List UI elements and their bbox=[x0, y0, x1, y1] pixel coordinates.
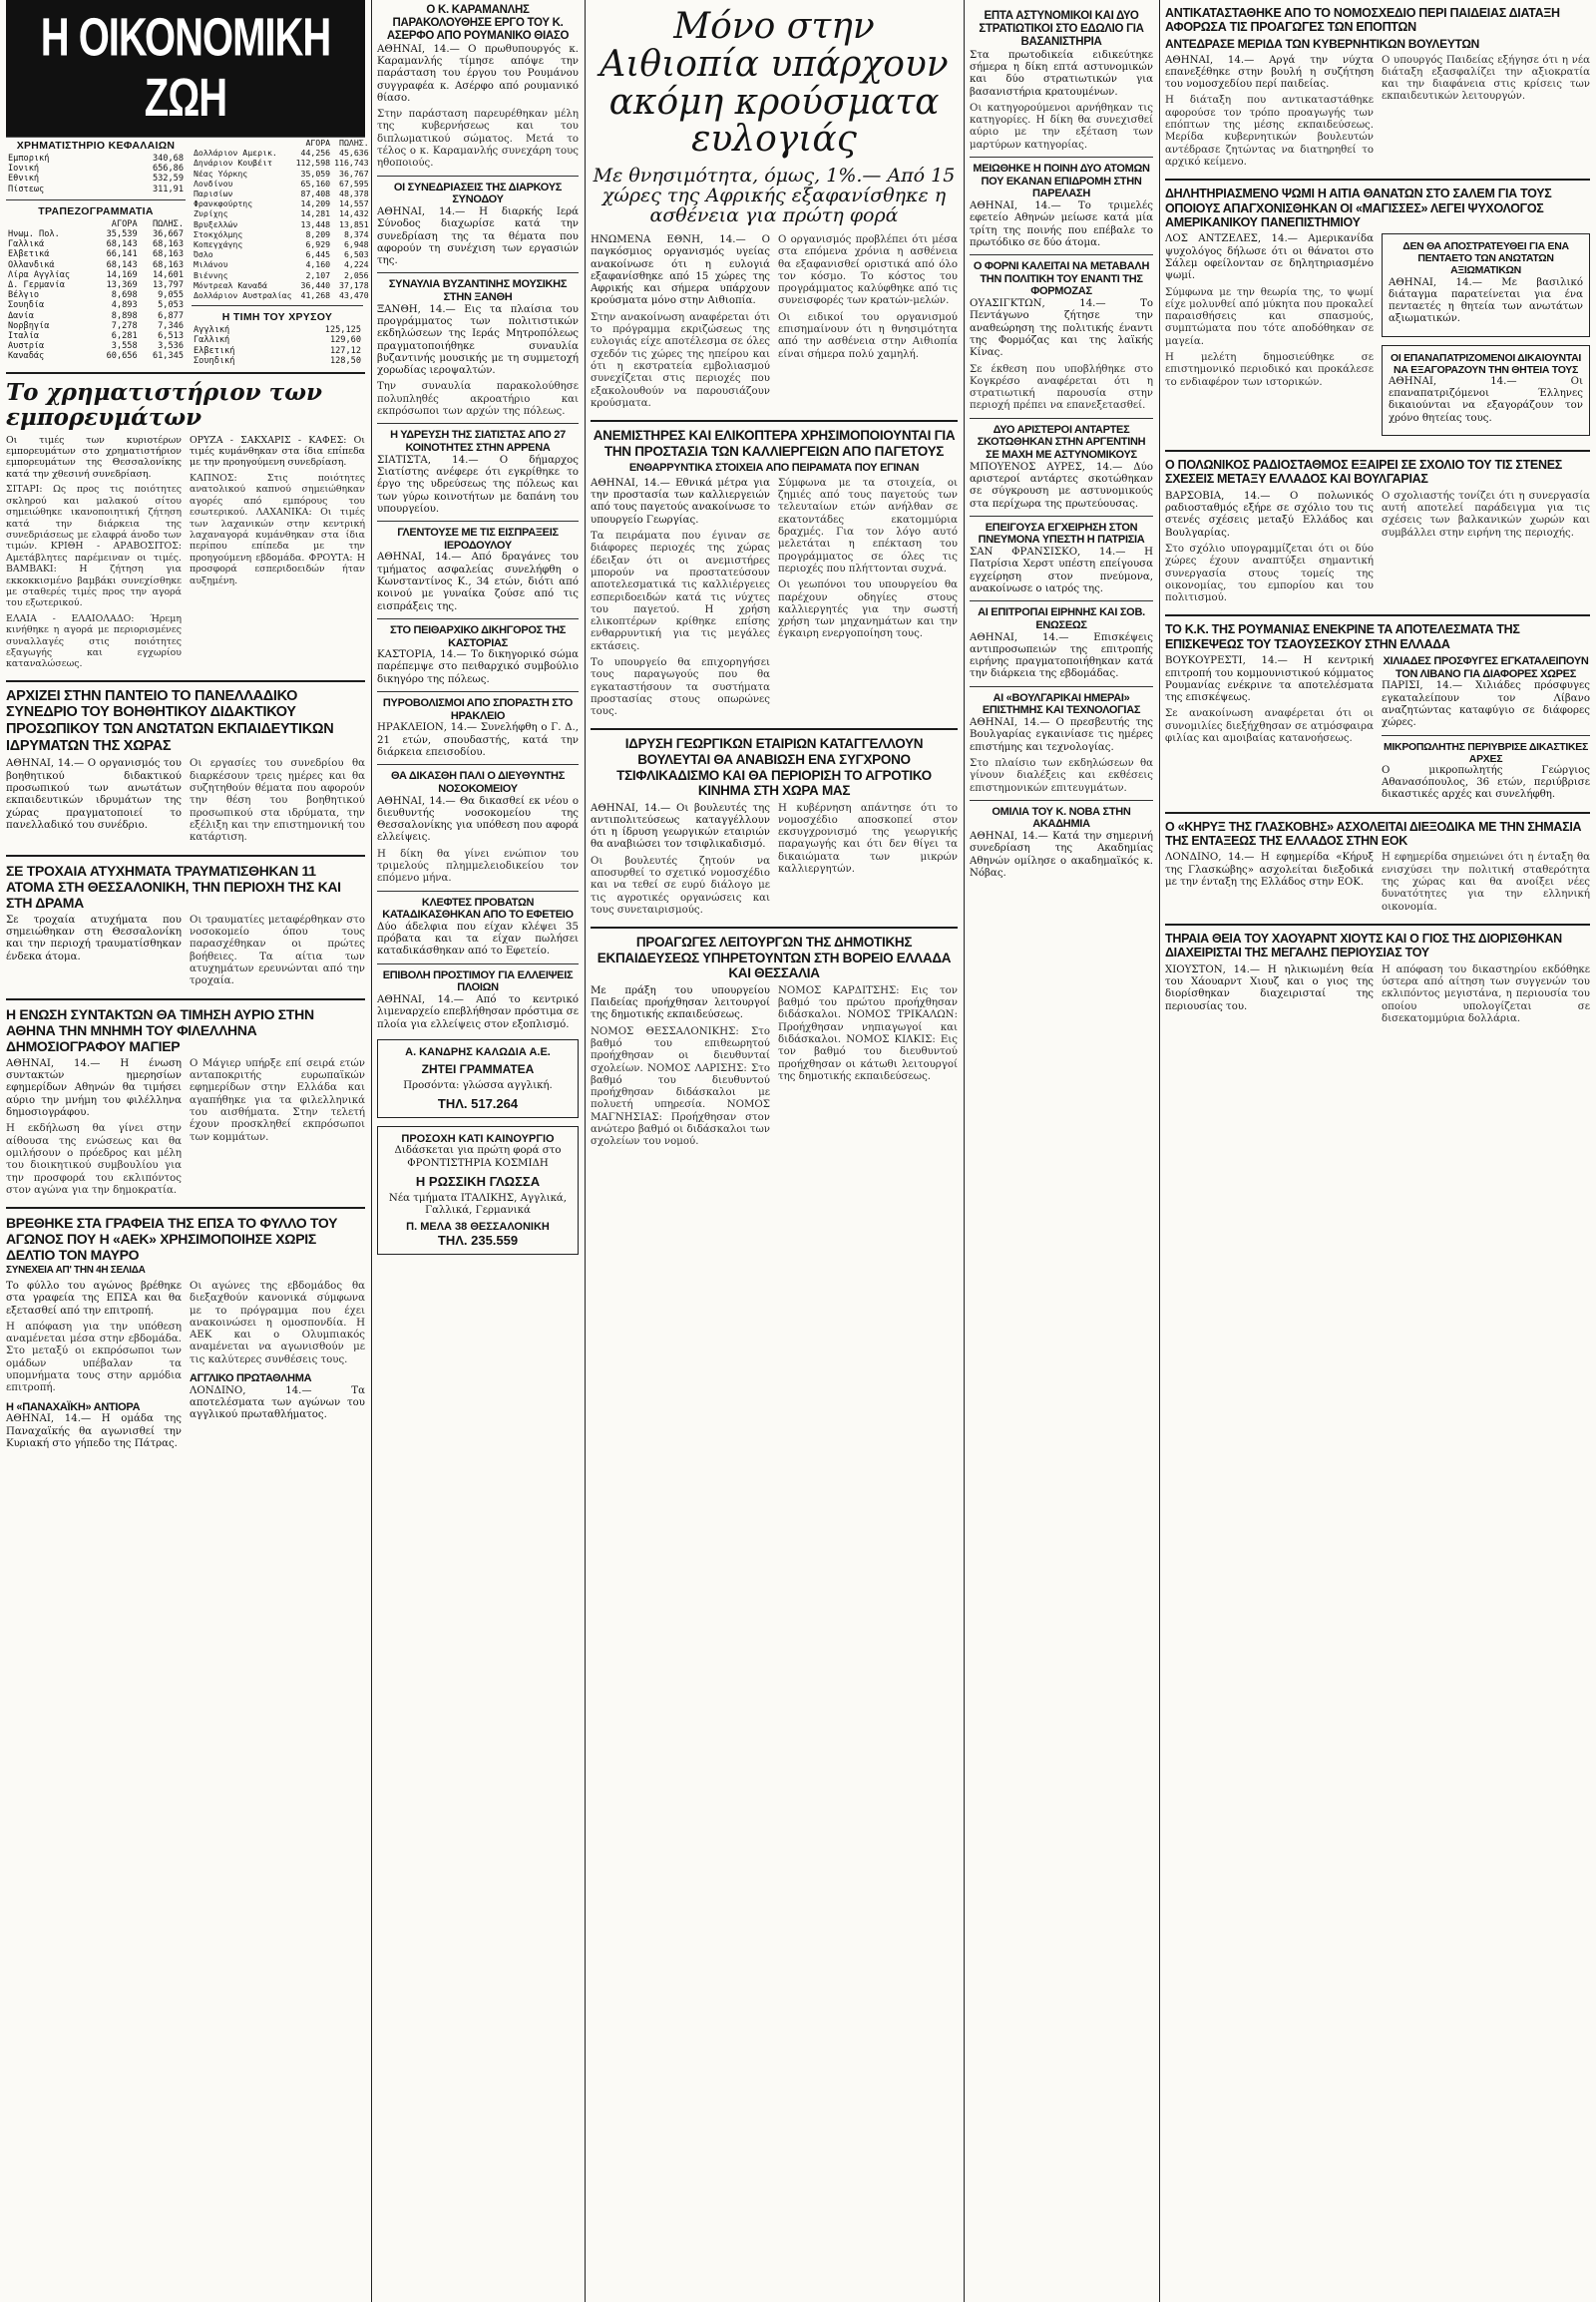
story-headline: ΕΠΕΙΓΟΥΣΑ ΕΓΧΕΙΡΗΣΗ ΣΤΟΝ ΠΝΕΥΜΟΝΑ ΥΠΕΣΤΗ Η ΠΑΤΡΙΣΙΑ bbox=[978, 521, 1145, 547]
story-headline: ΧΙΛΙΑΔΕΣ ΠΡΟΣΦΥΓΕΣ ΕΓΚΑΤΑΛΕΙΠΟΥΝ ΤΟΝ ΛΙΒΑΝΟ ΓΙΑ ΔΙΑΦΟΡΕΣ ΧΩΡΕΣ bbox=[1383, 655, 1589, 680]
column-4: ΕΠΤΑ ΑΣΤΥΝΟΜΙΚΟΙ ΚΑΙ ΔΥΟ ΣΤΡΑΤΙΩΤΙΚΟΙ ΣΤΟ ΕΔΩΛΙΟ ΓΙΑ ΒΑΣΑΝΙΣΤΗΡΙΑ Στα πρωτοδικεία ειδικεύτηκε σήμερα η δίκη επτά αστυνομικών και δύο στρατιωτικών για βασανιστήρια κρατουμένων. Οι κατηγορούμενοι αρνήθηκαν τις κατηγορίες. Η δίκη θα συνεχισθεί αύριο με την εξέταση των μαρτύρων κατηγορίας. ΜΕΙΩΘΗΚΕ Η ΠΟΙΝΗ ΔΥΟ ΑΤΟΜΩΝ ΠΟΥ ΕΚΑΝΑΝ ΕΠΙΔΡΟΜΗ ΣΤΗΝ ΠΑΡΕΛΑΣΗ ΑΘΗΝΑΙ, 14.— Το τριμελές εφετείο Αθηνών μείωσε κατά μία τρίτη της ποινής που επέβαλε το πρωτόδικο σε δύο άτομα. Ο ΦΟΡΝΙ ΚΑΛΕΙΤΑΙ ΝΑ ΜΕΤΑΒΑΛΗ ΤΗΝ ΠΟΛΙΤΙΚΗ ΤΟΥ ΕΝΑΝΤΙ ΤΗΣ ΦΟΡΜΟΖΑΣ ΟΥΑΣΙΓΚΤΩΝ, 14.— Το Πεντάγωνο ζήτησε την αναθεώρηση της πολιτικής έναντι της Φορμόζας και της λαϊκής Κίνας. Σε έκθεση που υποβλήθηκε στο Κογκρέσο αναφέρεται ότι η στρατιωτική παρουσία στην περιοχή πρέπει να επανεξετασθεί. ΔΥΟ ΑΡΙΣΤΕΡΟΙ ΑΝΤΑΡΤΕΣ ΣΚΟΤΩΘΗΚΑΝ ΣΤΗΝ ΑΡΓΕΝΤΙΝΗ ΣΕ ΜΑΧΗ ΜΕ ΑΣΤΥΝΟΜΙΚΟΥΣ ΜΠΟΥΕΝΟΣ ΑΥΡΕΣ, 14.— Δύο αριστεροί αντάρτες σκοτώθηκαν σε σύγκρουση με αστυνομικούς στα περίχωρα της πρωτεύουσας. ΕΠΕΙΓΟΥΣΑ ΕΓΧΕΙΡΗΣΗ ΣΤΟΝ ΠΝΕΥΜΟΝΑ ΥΠΕΣΤΗ Η ΠΑΤΡΙΣΙΑ ΣΑΝ ΦΡΑΝΣΙΣΚΟ, 14.— Η Πατρίσια Χερστ υπέστη επείγουσα εγχείρηση στον πνεύμονα, ανακοίνωσε ο ιατρός της. ΑΙ ΕΠΙΤΡΟΠΑΙ ΕΙΡΗΝΗΣ ΚΑΙ ΣΟΒ. ΕΝΩΣΕΩΣ ΑΘΗΝΑΙ, 14.— Επισκέψεις αντιπροσωπειών της επιτροπής ειρήνης πραγματοποιήθηκαν κατά την διάρκεια της εβδομάδας. ΑΙ «ΒΟΥΛΓΑΡΙΚΑΙ ΗΜΕΡΑΙ» ΕΠΙΣΤΗΜΗΣ ΚΑΙ ΤΕΧΝΟΛΟΓΙΑΣ ΑΘΗΝΑΙ, 14.— Ο πρεσβευτής της Βουλγαρίας εγκαινίασε τις ημέρες επιστήμης και τεχνολογίας. Στο πλαίσιο των εκδηλώσεων θα γίνουν διαλέξεις και εκθέσεις επιστημονικών επιτευγμάτων. ΟΜΙΛΙΑ ΤΟΥ Κ. ΝΟΒΑ ΣΤΗΝ ΑΚΑΔΗΜΙΑ ΑΘΗΝΑΙ, 14.— Κατά την σημερινή συνεδρίαση της Ακαδημίας Αθηνών ομίλησε ο ακαδημαϊκός κ. Νόβας. bbox=[970, 10, 1153, 880]
story-headline: ΘΑ ΔΙΚΑΣΘΗ ΠΑΛΙ Ο ΔΙΕΥΘΥΝΤΗΣ ΝΟΣΟΚΟΜΕΙΟΥ bbox=[390, 770, 565, 795]
story-body: Στα πρωτοδικεία ειδικεύτηκε σήμερα η δίκη επτά αστυνομικών και δύο στρατιωτικών για βασανιστήρια κρατουμένων. bbox=[970, 49, 1153, 98]
story-headline: ΠΡΟΑΓΩΓΕΣ ΛΕΙΤΟΥΡΓΩΝ ΤΗΣ ΔΗΜΟΤΙΚΗΣ ΕΚΠΑΙΔΕΥΣΕΩΣ ΥΠΗΡΕΤΟΥΝΤΩΝ ΣΤΗ ΒΟΡΕΙΟ ΕΛΛΑΔΑ ΚΑΙ ΘΕΣΣΑΛΙΑ bbox=[597, 935, 952, 981]
story-body: ΑΘΗΝΑΙ, 14.— Η διαρκής Ιερά Σύνοδος διαχωρίσε κατά την συνεδρίαση της τα θέματα που αφορούν τη συνέχιση των εργασιών της. bbox=[377, 205, 579, 267]
story-headline: ΟΙ ΣΥΝΕΔΡΙΑΣΕΙΣ ΤΗΣ ΔΙΑΡΚΟΥΣ ΣΥΝΟΔΟΥ bbox=[393, 181, 563, 206]
column-5: ΑΝΤΙΚΑΤΑΣΤΑΘΗΚΕ ΑΠΟ ΤΟ ΝΟΜΟΣΧΕΔΙΟ ΠΕΡΙ ΠΑΙΔΕΙΑΣ ΔΙΑΤΑΞΗ ΑΦΟΡΩΣΑ ΤΙΣ ΠΡΟΑΓΩΓΕΣ ΤΩΝ ΕΠΟΠΤΩΝ ΑΝΤΕΔΡΑΣΕ ΜΕΡΙΔΑ ΤΩΝ ΚΥΒΕΡΝΗΤΙΚΩΝ ΒΟΥΛΕΥΤΩΝ ΑΘΗΝΑΙ, 14.— Αργά την νύχτα επανεξέθηκε στην βουλή η συζήτηση του νομοσχεδίου περί παιδείας. Η διάταξη που αντικαταστάθηκε αφορούσε τον τρόπο προαγωγής των επόπτων της μέσης εκπαιδεύσεως. Μερίδα κυβερνητικών βουλευτών αντέδρασε ζητώντας να διατηρηθεί το αρχικό κείμενο. Ο υπουργός Παιδείας εξήγησε ότι η νέα διάταξη εξασφαλίζει την αξιοκρατία και την διαφάνεια στις κρίσεις των εκπαιδευτικών λειτουργών. ΔΗΛΗΤΗΡΙΑΣΜΕΝΟ ΨΩΜΙ Η ΑΙΤΙΑ ΘΑΝΑΤΩΝ ΣΤΟ ΣΑΛΕΜ ΓΙΑ ΤΟΥΣ ΟΠΟΙΟΥΣ ΑΠΑΓΧΟΝΙΣΘΗΚΑΝ ΟΙ «ΜΑΓΙΣΣΕΣ» ΛΕΓΕΙ ΨΥΧΟΛΟΓΟΣ ΑΜΕΡΙΚΑΝΙΚΟΥ ΠΑΝΕΠΙΣΤΗΜΙΟΥ ΛΟΣ ΑΝΤΖΕΛΕΣ, 14.— Αμερικανίδα ψυχολόγος δήλωσε ότι οι θάνατοι στο Σάλεμ οφείλονταν σε δηλητηριασμένο ψωμί. Σύμφωνα με την θεωρία της, το ψωμί είχε μολυνθεί από μύκητα που προκαλεί παραισθήσεις και σπασμούς, συμπτώματα που τότε αποδόθηκαν σε μαγεία. Η μελέτη δημοσιεύθηκε σε επιστημονικό περιοδικό και προκάλεσε το ενδιαφέρον των ιστορικών. ΔΕΝ ΘΑ ΑΠΟΣΤΡΑΤΕΥΘΕΙ ΓΙΑ ΕΝΑ ΠΕΝΤΑΕΤΟ ΤΩΝ ΑΝΩΤΑΤΩΝ ΑΞΙΩΜΑΤΙΚΩΝ ΑΘΗΝΑΙ, 14.— Με βασιλικό διάταγμα παρατείνεται για ένα πενταετές η θητεία των ανωτάτων αξιωματικών. ΟΙ ΕΠΑΝΑΠΑΤΡΙΖΟΜΕΝΟΙ ΔΙΚΑΙΟΥΝΤΑΙ ΝΑ ΕΞΑΓΟΡΑΖΟΥΝ ΤΗΝ ΘΗΤΕΙΑ ΤΟΥΣ ΑΘΗΝΑΙ, 14.— Οι επαναπατριζόμενοι Έλληνες δικαιούνται να εξαγοράζουν τον χρόνο θητείας τους. Ο ΠΟΛΩΝΙΚΟΣ ΡΑΔΙΟΣΤΑΘΜΟΣ ΕΞΑΙΡΕΙ ΣΕ ΣΧΟΛΙΟ ΤΟΥ ΤΙΣ ΣΤΕΝΕΣ ΣΧΕΣΕΙΣ ΜΕΤΑΞΥ ΕΛΛΑΔΟΣ ΚΑΙ ΒΟΥΛΓΑΡΙΑΣ ΒΑΡΣΟΒΙΑ, 14.— Ο πολωνικός ραδιοσταθμός εξήρε σε σχόλιο του τις στενές σχέσεις μεταξύ Ελλάδος και Βουλγαρίας. Στο σχόλιο υπογραμμίζεται ότι οι δύο χώρες έχουν αναπτύξει σημαντική συνεργασία στους τομείς της οικονομίας, του εμπορίου και του πολιτισμού. Ο σχολιαστής τονίζει ότι η συνεργασία αυτή αποτελεί παράδειγμα για τις σχέσεις των βαλκανικών χωρών και συμβάλλει στην ειρήνη της περιοχής. ΤΟ Κ.Κ. ΤΗΣ ΡΟΥΜΑΝΙΑΣ ΕΝΕΚΡΙΝΕ ΤΑ ΑΠΟΤΕΛΕΣΜΑΤΑ ΤΗΣ ΕΠΙΣΚΕΨΕΩΣ ΤΟΥ ΤΣΑΟΥΣΕΣΚΟΥ ΣΤΗΝ ΕΛΛΑΔΑ ΒΟΥΚΟΥΡΕΣΤΙ, 14.— Η κεντρική επιτροπή του κομμουνιστικού κόμματος Ρουμανίας ενέκρινε τα αποτελέσματα της επισκέψεως. Σε ανακοίνωση αναφέρεται ότι οι συνομιλίες διεξήχθησαν σε ατμόσφαιρα φιλίας και αμοιβαίας κατανοήσεως. ΧΙΛΙΑΔΕΣ ΠΡΟΣΦΥΓΕΣ ΕΓΚΑΤΑΛΕΙΠΟΥΝ ΤΟΝ ΛΙΒΑΝΟ ΓΙΑ ΔΙΑΦΟΡΕΣ ΧΩΡΕΣ ΠΑΡΙΣΙ, 14.— Χιλιάδες πρόσφυγες εγκαταλείπουν τον Λίβανο αναζητώντας καταφύγιο σε διάφορες χώρες. ΜΙΚΡΟΠΩΛΗΤΗΣ ΠΕΡΙΥΒΡΙΣΕ ΔΙΚΑΣΤΙΚΕΣ ΑΡΧΕΣ Ο μικροπωλητής Γεώργιος Αθανασόπουλος, 36 ετών, περιύβρισε δικαστικές αρχές και συνελήφθη. Ο «ΚΗΡΥΞ ΤΗΣ ΓΛΑΣΚΟΒΗΣ» ΑΣΧΟΛΕΙΤΑΙ ΔΙΕΞΟΔΙΚΑ ΜΕ ΤΗΝ ΣΗΜΑΣΙΑ ΤΗΣ ΕΝΤΑΞΕΩΣ ΤΗΣ ΕΛΛΑΔΟΣ ΣΤΗΝ ΕΟΚ ΛΟΝΔΙΝΟ, 14.— Η εφημερίδα «Κήρυξ της Γλασκώβης» ασχολείται διεξοδικά με την ένταξη της Ελλάδος στην ΕΟΚ. Η εφημερίδα σημειώνει ότι η ένταξη θα ενισχύσει την πολιτική σταθερότητα της χώρας και θα ανοίξει νέες δυνατότητες για την ελληνική οικονομία. ΤΗΡΑΙΑ ΘΕΙΑ ΤΟΥ ΧΑΟΥΑΡΝΤ ΧΙΟΥΤΣ ΚΑΙ Ο ΓΙΟΣ ΤΗΣ ΔΙΟΡΙΣΘΗΚΑΝ ΔΙΑΧΕΙΡΙΣΤΑΙ ΤΗΣ ΜΕΓΑΛΗΣ ΠΕΡΙΟΥΣΙΑΣ ΤΟΥ ΧΙΟΥΣΤΟΝ, 14.— Η ηλικιωμένη θεία του Χάουαρντ Χιουζ και ο γιος της διορίσθηκαν διαχειρισταί της περιουσίας του. Η απόφαση του δικαστηρίου εκδόθηκε ύστερα από αίτηση των συγγενών του εκλιπόντος μεγιστάνα, η περιουσία του οποίου υπολογίζεται σε δισεκατομμύρια δολλάρια. bbox=[1165, 6, 1590, 1024]
story-body: ΑΘΗΝΑΙ, 14.— Η ένωση συντακτών ημερησίων εφημερίδων Αθηνών θα τιμήσει αύριο την μνήμη του φιλέλληνα δημοσιογράφου. bbox=[6, 1057, 182, 1119]
masthead: Η ΟΙΚΟΝΟΜΙΚΗ ΖΩΗ bbox=[6, 0, 365, 138]
story-body: ΑΘΗΝΑΙ, 14.— Ο πρωθυπουργός κ. Καραμανλής τίμησε απόψε την παράσταση του έργου του Ρουμάνου συγγραφέα κ. Ασέρφο από ρουμανικό θίασο. bbox=[377, 43, 579, 104]
story-body: Δύο άδελφια που είχαν κλέψει 35 πρόβατα και τα είχαν πωλήσει καταδικάσθηκαν από το Εφετείο. bbox=[377, 921, 579, 958]
gold-table: Αγγλική 125,125 Γαλλική 129,60 Ελβετική 127,12 Σουηδική 128,50 bbox=[194, 325, 361, 366]
story-body: ΑΘΗΝΑΙ, 14.— Ο οργανισμός του βοηθητικού διδακτικού προσωπικού των ανωτάτων εκπαιδευτικών ιδρυμάτων της χώρας πραγματοποιεί το πανελλαδικό του συνέδριο. bbox=[6, 758, 182, 831]
story-body: ΠΑΡΙΣΙ, 14.— Χιλιάδες πρόσφυγες εγκαταλείπουν τον Λίβανο αναζητώντας καταφύγιο σε διάφορες χώρες. bbox=[1382, 680, 1590, 729]
ad-phone: ΤΗΛ. 517.264 bbox=[437, 1096, 519, 1112]
story-headline: ΠΥΡΟΒΟΛΙΣΜΟΙ ΑΠΟ ΣΠΟΡΑΣΤΗ ΣΤΟ ΗΡΑΚΛΕΙΟ bbox=[382, 697, 574, 722]
story-body: ΗΝΩΜΕΝΑ ΕΘΝΗ, 14.— Ο παγκόσμιος οργανισμός υγείας ανακοίνωσε ότι η ευλογιά εξαφανίσθηκε από 15 χώρες της Αφρικής και σήμερα υπάρχουν κρούσματα μόνο στην Αιθιοπία. bbox=[591, 234, 770, 307]
story-headline: ΜΙΚΡΟΠΩΛΗΤΗΣ ΠΕΡΙΥΒΡΙΣΕ ΔΙΚΑΣΤΙΚΕΣ ΑΡΧΕΣ bbox=[1383, 740, 1588, 765]
story-body: ΑΘΗΝΑΙ, 14.— Το τριμελές εφετείο Αθηνών μείωσε κατά μία τρίτη της ποινής που επέβαλε το πρωτόδικο σε δύο άτομα. bbox=[970, 199, 1153, 248]
story-headline: Η ΕΝΩΣΗ ΣΥΝΤΑΚΤΩΝ ΘΑ ΤΙΜΗΣΗ ΑΥΡΙΟ ΣΤΗΝ ΑΘΗΝΑ ΤΗΝ ΜΝΗΜΗ ΤΟΥ ΦΙΛΕΛΛΗΝΑ ΔΗΜΟΣΙΟΓΡΑΦΟΥ ΜΑΓΙΕΡ bbox=[6, 1005, 314, 1054]
story-subhead: ΑΝΤΕΔΡΑΣΕ ΜΕΡΙΔΑ ΤΩΝ ΚΥΒΕΡΝΗΤΙΚΩΝ ΒΟΥΛΕΥΤΩΝ bbox=[1165, 36, 1480, 51]
story-headline: ΙΔΡΥΣΗ ΓΕΩΡΓΙΚΩΝ ΕΤΑΙΡΙΩΝ ΚΑΤΑΓΓΕΛΛΟΥΝ ΒΟΥΛΕΥΤΑΙ ΘΑ ΑΝΑΒΙΩΣΗ ΕΝΑ ΣΥΓΧΡΟΝΟ ΤΣΙΦΛΙΚΑΔΙΣΜΟ ΚΑΙ ΘΑ ΠΕΡΙΟΡΙΣΗ ΤΟ ΑΓΡΟΤΙΚΟ ΚΙΝΗΜΑ ΣΤΗ ΧΩΡΑ ΜΑΣ bbox=[616, 736, 932, 799]
story-body: ΒΑΡΣΟΒΙΑ, 14.— Ο πολωνικός ραδιοσταθμός εξήρε σε σχόλιο του τις στενές σχέσεις μεταξύ Ελλάδος και Βουλγαρίας. bbox=[1165, 490, 1374, 539]
story-headline: ΑΙ ΕΠΙΤΡΟΠΑΙ ΕΙΡΗΝΗΣ ΚΑΙ ΣΟΒ. ΕΝΩΣΕΩΣ bbox=[978, 606, 1145, 631]
story-headline: ΑΙ «ΒΟΥΛΓΑΡΙΚΑΙ ΗΜΕΡΑΙ» ΕΠΙΣΤΗΜΗΣ ΚΑΙ ΤΕΧΝΟΛΟΓΙΑΣ bbox=[982, 691, 1141, 717]
story-headline: ΟΙ ΕΠΑΝΑΠΑΤΡΙΖΟΜΕΝΟΙ ΔΙΚΑΙΟΥΝΤΑΙ ΝΑ ΕΞΑΓΟΡΑΖΟΥΝ ΤΗΝ ΘΗΤΕΙΑ ΤΟΥΣ bbox=[1390, 351, 1582, 376]
story-body: ΛΟΣ ΑΝΤΖΕΛΕΣ, 14.— Αμερικανίδα ψυχολόγος δήλωσε ότι οι θάνατοι στο Σάλεμ οφείλονταν σε δηλητηριασμένο ψωμί. bbox=[1165, 233, 1374, 282]
story-body: Με πράξη του υπουργείου Παιδείας προήχθησαν λειτουργοί της δημοτικής εκπαιδεύσεως. bbox=[591, 984, 770, 1021]
capital-title: ΧΡΗΜΑΤΙΣΤΗΡΙΟ ΚΕΦΑΛΑΙΩΝ bbox=[16, 140, 176, 152]
column-rule bbox=[585, 0, 586, 2302]
ad-phone: ΤΗΛ. 235.559 bbox=[437, 1233, 519, 1249]
story-headline: Ο Κ. ΚΑΡΑΜΑΝΛΗΣ ΠΑΡΑΚΟΛΟΥΘΗΣΕ ΕΡΓΟ ΤΟΥ Κ. ΑΣΕΡΦΟ ΑΠΟ ΡΟΥΜΑΝΙΚΟ ΘΙΑΣΟ bbox=[386, 4, 570, 43]
column-rule bbox=[1159, 0, 1160, 2302]
story-body: ΧΙΟΥΣΤΟΝ, 14.— Η ηλικιωμένη θεία του Χάουαρντ Χιουζ και ο γιος της διορίσθηκαν διαχειρισταί της περιουσίας του. bbox=[1165, 963, 1374, 1012]
story-headline: ΜΕΙΩΘΗΚΕ Η ΠΟΙΝΗ ΔΥΟ ΑΤΟΜΩΝ ΠΟΥ ΕΚΑΝΑΝ ΕΠΙΔΡΟΜΗ ΣΤΗΝ ΠΑΡΕΛΑΣΗ bbox=[973, 163, 1150, 200]
story-body: ΑΘΗΝΑΙ, 14.— Θα δικασθεί εκ νέου ο διευθυντής νοσοκομείου της Θεσσαλονίκης για υπόθεση που αφορά ελλείψεις. bbox=[377, 795, 579, 844]
story-headline: ΣΥΝΑΥΛΙΑ ΒΥΖΑΝΤΙΝΗΣ ΜΟΥΣΙΚΗΣ ΣΤΗΝ ΞΑΝΘΗ bbox=[388, 278, 568, 304]
story-body: ΛΟΝΔΙΝΟ, 14.— Τα αποτελέσματα των αγώνων του αγγλικού πρωταθλήματος. bbox=[190, 1384, 365, 1421]
column-3: Μόνο στην Αιθιοπία υπάρχουν ακόμη κρούσματα ευλογιάς Με θνησιμότητα, όμως, 1%.— Από 15 χώρες της Αφρικής εξαφανίσθηκε η ασθένεια για πρώτη φορά ΗΝΩΜΕΝΑ ΕΘΝΗ, 14.— Ο παγκόσμιος οργανισμός υγείας ανακοίνωσε ότι η ευλογιά εξαφανίσθηκε από 15 χώρες της Αφρικής και σήμερα υπάρχουν κρούσματα μόνο στην Αιθιοπία. Στην ανακοίνωση αναφέρεται ότι το πρόγραμμα εκριζώσεως της ευλογιάς είχε αποτέλεσμα σε όλες σχεδόν τις χώρες της ηπείρου και ότι η εκστρατεία εμβολιασμού συνεχίζεται στις περιοχές που εξακολουθούν να παρουσιάζουν κρούσματα. Ο οργανισμός προβλέπει ότι μέσα στα επόμενα χρόνια η ασθένεια θα εξαφανισθεί οριστικά από όλο τον κόσμο. Το κόστος του προγράμματος καλύφθηκε από τις συνεισφορές των κρατών-μελών. Οι ειδικοί του οργανισμού επισημαίνουν ότι η θνησιμότητα από την ασθένεια στην Αιθιοπία είναι σήμερα πολύ χαμηλή. ΑΝΕΜΙΣΤΗΡΕΣ ΚΑΙ ΕΛΙΚΟΠΤΕΡΑ ΧΡΗΣΙΜΟΠΟΙΟΥΝΤΑΙ ΓΙΑ ΤΗΝ ΠΡΟΣΤΑΣΙΑ ΤΩΝ ΚΑΛΛΙΕΡΓΕΙΩΝ ΑΠΟ ΠΑΓΕΤΟΥΣ ΕΝΘΑΡΡΥΝΤΙΚΑ ΣΤΟΙΧΕΙΑ ΑΠΟ ΠΕΙΡΑΜΑΤΑ ΠΟΥ ΕΓΙΝΑΝ ΑΘΗΝΑΙ, 14.— Εθνικά μέτρα για την προστασία των καλλιεργειών από τους παγετούς ανακοίνωσε το υπουργείο Γεωργίας. Τα πειράματα που έγιναν σε διάφορες περιοχές της χώρας έδειξαν ότι οι ανεμιστήρες μπορούν να προστατεύσουν αποτελεσματικά τις καλλιέργειες εσπεριδοειδών κατά τις νύχτες του παγετού. Η χρήση ελικοπτέρων κρίθηκε επίσης ενθαρρυντική για τις μεγάλες εκτάσεις. Το υπουργείο θα επιχορηγήσει τους παραγωγούς που θα εγκαταστήσουν τα συστήματα προστασίας στους οπωρώνες τους. Σύμφωνα με τα στοιχεία, οι ζημιές από τους παγετούς των τελευταίων ετών ανήλθαν σε εκατοντάδες εκατομμύρια δραχμές. Για τον λόγο αυτό μελετάται η επέκταση του προγράμματος σε όλες τις περιοχές που πλήττονται συχνά. Οι γεωπόνοι του υπουργείου θα παρέχουν οδηγίες στους καλλιεργητές για την σωστή χρήση των μηχανημάτων και την έγκαιρη ενεργοποίηση τους. ΙΔΡΥΣΗ ΓΕΩΡΓΙΚΩΝ ΕΤΑΙΡΙΩΝ ΚΑΤΑΓΓΕΛΛΟΥΝ ΒΟΥΛΕΥΤΑΙ ΘΑ ΑΝΑΒΙΩΣΗ ΕΝΑ ΣΥΓΧΡΟΝΟ ΤΣΙΦΛΙΚΑΔΙΣΜΟ ΚΑΙ ΘΑ ΠΕΡΙΟΡΙΣΗ ΤΟ ΑΓΡΟΤΙΚΟ ΚΙΝΗΜΑ ΣΤΗ ΧΩΡΑ ΜΑΣ ΑΘΗΝΑΙ, 14.— Οι βουλευτές της αντιπολιτεύσεως καταγγέλλουν ότι η ίδρυση γεωργικών εταιριών θα αναβιώσει τον τσιφλικαδισμό. Οι βουλευτές ζητούν να αποσυρθεί το σχετικό νομοσχέδιο και να τεθεί σε ευρύ διάλογο με τις αγροτικές οργανώσεις και τους συνεταιρισμούς. Η κυβέρνηση απάντησε ότι το νομοσχέδιο αποσκοπεί στον εκσυγχρονισμό της γεωργικής παραγωγής και ότι δεν θίγει τα δικαιώματα των μικρών καλλιεργητών. ΠΡΟΑΓΩΓΕΣ ΛΕΙΤΟΥΡΓΩΝ ΤΗΣ ΔΗΜΟΤΙΚΗΣ ΕΚΠΑΙΔΕΥΣΕΩΣ ΥΠΗΡΕΤΟΥΝΤΩΝ ΣΤΗ ΒΟΡΕΙΟ ΕΛΛΑΔΑ ΚΑΙ ΘΕΣΣΑΛΙΑ Με πράξη του υπουργείου Παιδείας προήχθησαν λειτουργοί της δημοτικής εκπαιδεύσεως. ΝΟΜΟΣ ΘΕΣΣΑΛΟΝΙΚΗΣ: Στο βαθμό του επιθεωρητού προήχθησαν οι διευθυνταί σχολείων. ΝΟΜΟΣ ΛΑΡΙΣΗΣ: Στο βαθμό του διευθυντού προήχθησαν διδάσκαλοι με πολυετή υπηρεσία. ΝΟΜΟΣ ΜΑΓΝΗΣΙΑΣ: Προήχθησαν στον ανώτερο βαθμό οι διδάσκαλοι των σχολείων του νομού. ΝΟΜΟΣ ΚΑΡΔΙΤΣΗΣ: Εις τον βαθμό του πρώτου προήχθησαν διδάσκαλοι. ΝΟΜΟΣ ΤΡΙΚΑΛΩΝ: Προήχθησαν νηπιαγωγοί και διδάσκαλοι. ΝΟΜΟΣ ΚΙΛΚΙΣ: Εις τον βαθμό του διευθυντού προήχθησαν οι κάτωθι λειτουργοί της δημοτικής εκπαιδεύσεως. bbox=[591, 6, 958, 1148]
banknotes-title: ΤΡΑΠΕΖΟΓΡΑΜΜΑΤΙΑ bbox=[38, 204, 154, 217]
story-body: ΗΡΑΚΛΕΙΟΝ, 14.— Συνελήφθη ο Γ. Δ., 21 ετών, σπουδαστής, κατά την διάρκεια επεισοδίου. bbox=[377, 722, 579, 758]
column-rule bbox=[964, 0, 965, 2302]
story-body: Οι τιμές των κυριοτέρων εμπορευμάτων στο χρηματιστήριον εμπορευμάτων της Θεσσαλονίκης κατά την χθεσινή συνεδρίαση. bbox=[6, 434, 182, 480]
gold-title: Η ΤΙΜΗ ΤΟΥ ΧΡΥΣΟΥ bbox=[221, 311, 333, 324]
story-headline: Ο ΠΟΛΩΝΙΚΟΣ ΡΑΔΙΟΣΤΑΘΜΟΣ ΕΞΑΙΡΕΙ ΣΕ ΣΧΟΛΙΟ ΤΟΥ ΤΙΣ ΣΤΕΝΕΣ ΣΧΕΣΕΙΣ ΜΕΤΑΞΥ ΕΛΛΑΔΟΣ ΚΑΙ ΒΟΥΛΓΑΡΙΑΣ bbox=[1165, 458, 1562, 487]
story-headline: ΑΝΤΙΚΑΤΑΣΤΑΘΗΚΕ ΑΠΟ ΤΟ ΝΟΜΟΣΧΕΔΙΟ ΠΕΡΙ ΠΑΙΔΕΙΑΣ ΔΙΑΤΑΞΗ ΑΦΟΡΩΣΑ ΤΙΣ ΠΡΟΑΓΩΓΕΣ ΤΩΝ ΕΠΟΠΤΩΝ bbox=[1165, 6, 1560, 35]
story-body: ΑΘΗΝΑΙ, 14.— Με βασιλικό διάταγμα παρατείνεται για ένα πενταετές η θητεία των ανωτάτων αξιωματικών. bbox=[1389, 276, 1583, 325]
foreign-table: ΑΓΟΡΑ ΠΩΛΗΣ. Δολλάριον Αμερικ. 44,256 45,636 Δηνάριον Κουβέιτ 112,598 116,743 Νέας Υόρκης 35,059 36,767 Λονδίνου 65,160 67,595 Παρισίων 87,408 48,378 Φρανκφούρτης 14,209 14,557 Ζυρίχης 14,281 14,432 Βρυξελλών 13,448 13,851 Στοκχόλμης 8,209 8,374 Κοπεγχάγης 6,929 6,948 Όσλο 6,445 6,503 Μιλάνου 4,160 4,224 Βιέννης 2,107 2,056 Μόντρεαλ Καναδά 36,440 37,178 Δολλάριον Αυστραλίας 41,268 43,470 bbox=[194, 138, 369, 301]
story-body: ΟΥΑΣΙΓΚΤΩΝ, 14.— Το Πεντάγωνο ζήτησε την αναθεώρηση της πολιτικής έναντι της Φορμόζας και της λαϊκής Κίνας. bbox=[970, 298, 1153, 359]
story-headline: ΤΟ Κ.Κ. ΤΗΣ ΡΟΥΜΑΝΙΑΣ ΕΝΕΚΡΙΝΕ ΤΑ ΑΠΟΤΕΛΕΣΜΑΤΑ ΤΗΣ ΕΠΙΣΚΕΨΕΩΣ ΤΟΥ ΤΣΑΟΥΣΕΣΚΟΥ ΣΤΗΝ ΕΛΛΑΔΑ bbox=[1165, 622, 1520, 651]
lead-headline: Μόνο στην Αιθιοπία υπάρχουν ακόμη κρούσματα ευλογιάς bbox=[599, 6, 949, 161]
column-2: Ο Κ. ΚΑΡΑΜΑΝΛΗΣ ΠΑΡΑΚΟΛΟΥΘΗΣΕ ΕΡΓΟ ΤΟΥ Κ. ΑΣΕΡΦΟ ΑΠΟ ΡΟΥΜΑΝΙΚΟ ΘΙΑΣΟ ΑΘΗΝΑΙ, 14.— Ο πρωθυπουργός κ. Καραμανλής τίμησε απόψε την παράσταση του έργου του Ρουμάνου συγγραφέα κ. Ασέρφο από ρουμανικό θίασο. Στην παράσταση παρευρέθηκαν μέλη της κυβερνήσεως και του διπλωματικού σώματος. Μετά το τέλος ο κ. Καραμανλής συνεχάρη τους ηθοποιούς. ΟΙ ΣΥΝΕΔΡΙΑΣΕΙΣ ΤΗΣ ΔΙΑΡΚΟΥΣ ΣΥΝΟΔΟΥ ΑΘΗΝΑΙ, 14.— Η διαρκής Ιερά Σύνοδος διαχωρίσε κατά την συνεδρίαση της τα θέματα που αφορούν τη συνέχιση των εργασιών της. ΣΥΝΑΥΛΙΑ ΒΥΖΑΝΤΙΝΗΣ ΜΟΥΣΙΚΗΣ ΣΤΗΝ ΞΑΝΘΗ ΞΑΝΘΗ, 14.— Εις τα πλαίσια του προγράμματος των πολιτιστικών εκδηλώσεων της Ιεράς Μητροπόλεως πραγματοποιήθηκε συναυλία βυζαντινής μουσικής με τη συμμετοχή χορωδίας ιεροψαλτών. Την συναυλία παρακολούθησε πολυπληθές ακροατήριο και εκπρόσωποι των αρχών της πόλεως. Η ΥΔΡΕΥΣΗ ΤΗΣ ΣΙΑΤΙΣΤΑΣ ΑΠΟ 27 ΚΟΙΝΟΤΗΤΕΣ ΣΤΗΝ ΑΡΡΕΝΑ ΣΙΑΤΙΣΤΑ, 14.— Ο δήμαρχος Σιατίστης ανέφερε ότι εγκρίθηκε το έργο της υδρεύσεως της πόλεως και των γύρω κοινοτήτων με δαπάνη του υπουργείου. ΓΛΕΝΤΟΥΣΕ ΜΕ ΤΙΣ ΕΙΣΠΡΑΞΕΙΣ ΙΕΡΟΔΟΥΛΟΥ ΑΘΗΝΑΙ, 14.— Από δραγάνες του τμήματος ασφαλείας συνελήφθη ο Κωνσταντίνος Κ., 34 ετών, διότι από κοινού με γυναίκα ζούσε από τις εισπράξεις της. ΣΤΟ ΠΕΙΘΑΡΧΙΚΟ ΔΙΚΗΓΟΡΟΣ ΤΗΣ ΚΑΣΤΟΡΙΑΣ ΚΑΣΤΟΡΙΑ, 14.— Το δικηγορικό σώμα παρέπεμψε στο πειθαρχικό συμβούλιο δικηγόρο της πόλεως. ΠΥΡΟΒΟΛΙΣΜΟΙ ΑΠΟ ΣΠΟΡΑΣΤΗ ΣΤΟ ΗΡΑΚΛΕΙΟ ΗΡΑΚΛΕΙΟΝ, 14.— Συνελήφθη ο Γ. Δ., 21 ετών, σπουδαστής, κατά την διάρκεια επεισοδίου. ΘΑ ΔΙΚΑΣΘΗ ΠΑΛΙ Ο ΔΙΕΥΘΥΝΤΗΣ ΝΟΣΟΚΟΜΕΙΟΥ ΑΘΗΝΑΙ, 14.— Θα δικασθεί εκ νέου ο διευθυντής νοσοκομείου της Θεσσαλονίκης για υπόθεση που αφορά ελλείψεις. Η δίκη θα γίνει ενώπιον του τριμελούς πλημμελειοδικείου τον επόμενο μήνα. ΚΛΕΦΤΕΣ ΠΡΟΒΑΤΩΝ ΚΑΤΑΔΙΚΑΣΘΗΚΑΝ ΑΠΟ ΤΟ ΕΦΕΤΕΙΟ Δύο άδελφια που είχαν κλέψει 35 πρόβατα και τα είχαν πωλήσει καταδικάσθηκαν από το Εφετείο. ΕΠΙΒΟΛΗ ΠΡΟΣΤΙΜΟΥ ΓΙΑ ΕΛΛΕΙΨΕΙΣ ΠΛΟΙΩΝ ΑΘΗΝΑΙ, 14.— Από το κεντρικό λιμεναρχείο επεβλήθησαν πρόστιμα σε πλοία για ελλείψεις στον εξοπλισμό. Α. ΚΑΝΔΡΗΣ ΚΑΛΩΔΙΑ Α.Ε. ΖΗΤΕΙ ΓΡΑΜΜΑΤΕΑ Προσόντα: γλώσσα αγγλική. ΤΗΛ. 517.264 ΠΡΟΣΟΧΗ ΚΑΤΙ ΚΑΙΝΟΥΡΓΙΟ Διδάσκεται για πρώτη φορά στο ΦΡΟΝΤΙΣΤΗΡΙΑ ΚΟΣΜΙΔΗ Η ΡΩΣΣΙΚΗ ΓΛΩΣΣΑ Νέα τμήματα ΙΤΑΛΙΚΗΣ, Αγγλικά, Γαλλικά, Γερμανικά Π. ΜΕΛΑ 38 ΘΕΣΣΑΛΟΝΙΚΗ ΤΗΛ. 235.559 bbox=[377, 0, 579, 1263]
story-headline: ΤΗΡΑΙΑ ΘΕΙΑ ΤΟΥ ΧΑΟΥΑΡΝΤ ΧΙΟΥΤΣ ΚΑΙ Ο ΓΙΟΣ ΤΗΣ ΔΙΟΡΙΣΘΗΚΑΝ ΔΙΑΧΕΙΡΙΣΤΑΙ ΤΗΣ ΜΕΓΑΛΗΣ ΠΕΡΙΟΥΣΙΑΣ ΤΟΥ bbox=[1165, 931, 1562, 960]
story-headline: ΣΕ ΤΡΟΧΑΙΑ ΑΤΥΧΗΜΑΤΑ ΤΡΑΥΜΑΤΙΣΘΗΚΑΝ 11 ΑΤΟΜΑ ΣΤΗ ΘΕΣΣΑΛΟΝΙΚΗ, ΤΗΝ ΠΕΡΙΟΧΗ ΤΗΣ ΚΑΙ ΣΤΗ ΔΡΑΜΑ bbox=[6, 862, 341, 911]
story-headline: Η ΥΔΡΕΥΣΗ ΤΗΣ ΣΙΑΤΙΣΤΑΣ ΑΠΟ 27 ΚΟΙΝΟΤΗΤΕΣ ΣΤΗΝ ΑΡΡΕΝΑ bbox=[390, 429, 566, 454]
column-1: Η ΟΙΚΟΝΟΜΙΚΗ ΖΩΗ ΧΡΗΜΑΤΙΣΤΗΡΙΟ ΚΕΦΑΛΑΙΩΝ Εμπορική 340,68 Ιονική 656,86 Εθνική 532,59 Πίστεως 311,91 ΤΡΑΠΕΖΟΓΡΑΜΜΑΤΙΑ ΑΓΟΡΑ ΠΩΛΗΣ. Ηνωμ. Πολ. 35,539 36,667 Γαλλικά 68,143 68,163 Ελβετικά 66,141 68,163 Ολλανδικά 68,143 68,163 Λίρα Αγγλίας 14,169 14,601 Δ. Γερμανία 13,369 13,797 Βέλγιο 8,698 9,055 Σουηδία 4,893 5,053 Δανία 8,898 6,877 Νορβηγία 7,278 7,346 Ιταλία 6,281 6,513 Αυστρία 3,558 3,536 Καναδάς 60,656 61,345 ΑΓΟΡΑ ΠΩΛΗΣ. Δολλάριον Αμερικ. 44,256 45,636 Δηνάριον Κουβέιτ 112,598 116,743 Νέας Υόρκης 35,059 36,767 Λονδίνου 65,160 67,595 Παρισίων 87,408 48,378 Φρανκφούρτης 14,209 14,557 Ζυρίχης 14,281 14,432 Βρυξελλών 13,448 13,851 Στοκχόλμης 8,209 8,374 Κοπεγχάγης 6,929 6,948 Όσλο 6,445 6,503 Μιλάνου 4,160 4,224 Βιέννης 2,107 2,056 Μόντρεαλ Καναδά 36,440 37,178 Δολλάριον Αυστραλίας 41,268 43,470 Η ΤΙΜΗ ΤΟΥ ΧΡΥΣΟΥ Αγγλική 125,125 Γαλλική 129,60 Ελβετική 127,12 Σουηδική 128,50 Το χρηματιστήριον των εμπορευμάτων Οι τιμές των κυριοτέρων εμπορευμάτων στο χρηματιστήριον εμπορευμάτων της Θεσσαλονίκης κατά την χθεσινή συνεδρίαση. ΣΙΤΑΡΙ: Ως προς τις ποιότητες σκληρού και μαλακού σίτου σημειώθηκε ικανοποιητική ζήτηση κατά την διάρκεια της συνεδριάσεως με ελαφρά άνοδο των τιμών. ΚΡΙΘΗ - ΑΡΑΒΟΣΙΤΟΣ: Αμετάβλητες παρέμειναν οι τιμές. ΒΑΜΒΑΚΙ: Η ζήτηση για εκκοκκισμένο βαμβάκι συνεχίσθηκε με σταθερές τιμές προς την αγορά του εξωτερικού. ΕΛΑΙΑ - ΕΛΑΙΟΛΑΔΟ: Ήρεμη κινήθηκε η αγορά με περιορισμένες συναλλαγές στις ποιότητες εξαγωγής και εγχωρίου καταναλώσεως. ΟΡΥΖΑ - ΣΑΚΧΑΡΙΣ - ΚΑΦΕΣ: Οι τιμές κυμάνθηκαν στα ίδια επίπεδα με την προηγούμενη συνεδρίαση. ΚΑΠΝΟΣ: Στις ποιότητες ανατολικού καπνού σημειώθηκαν αγορές από εμπόρους του εσωτερικού. ΛΑΧΑΝΙΚΑ: Οι τιμές των λαχανικών στην κεντρική λαχαναγορά κυμάνθηκαν στα ίδια περίπου επίπεδα με την προηγούμενη εβδομάδα. ΦΡΟΥΤΑ: Η προσφορά εσπεριδοειδών ήταν αυξημένη. ΑΡΧΙΖΕΙ ΣΤΗΝ ΠΑΝΤΕΙΟ ΤΟ ΠΑΝΕΛΛΑΔΙΚΟ ΣΥΝΕΔΡΙΟ ΤΟΥ ΒΟΗΘΗΤΙΚΟΥ ΔΙΔΑΚΤΙΚΟΥ ΠΡΟΣΩΠΙΚΟΥ ΤΩΝ ΑΝΩΤΑΤΩΝ ΕΚΠΑΙΔΕΥΤΙΚΩΝ ΙΔΡΥΜΑΤΩΝ ΤΗΣ ΧΩΡΑΣ ΑΘΗΝΑΙ, 14.— Ο οργανισμός του βοηθητικού διδακτικού προσωπικού των ανωτάτων εκπαιδευτικών ιδρυμάτων της χώρας πραγματοποιεί το πανελλαδικό του συνέδριο. Οι εργασίες του συνεδρίου θα διαρκέσουν τρεις ημέρες και θα συζητηθούν θέματα που αφορούν την θέση του βοηθητικού προσωπικού στα ιδρύματα, την εξέλιξη και την επιστημονική του κατάρτιση. ΣΕ ΤΡΟΧΑΙΑ ΑΤΥΧΗΜΑΤΑ ΤΡΑΥΜΑΤΙΣΘΗΚΑΝ 11 ΑΤΟΜΑ ΣΤΗ ΘΕΣΣΑΛΟΝΙΚΗ, ΤΗΝ ΠΕΡΙΟΧΗ ΤΗΣ ΚΑΙ ΣΤΗ ΔΡΑΜΑ Σε τροχαία ατυχήματα που σημειώθηκαν στη Θεσσαλονίκη και την περιοχή τραυματίσθηκαν ένδεκα άτομα. Οι τραυματίες μεταφέρθηκαν στο νοσοκομείο όπου τους παρασχέθηκαν οι πρώτες βοήθειες. Τα αίτια των ατυχημάτων ερευνώνται από την τροχαία. Η ΕΝΩΣΗ ΣΥΝΤΑΚΤΩΝ ΘΑ ΤΙΜΗΣΗ ΑΥΡΙΟ ΣΤΗΝ ΑΘΗΝΑ ΤΗΝ ΜΝΗΜΗ ΤΟΥ ΦΙΛΕΛΛΗΝΑ ΔΗΜΟΣΙΟΓΡΑΦΟΥ ΜΑΓΙΕΡ ΑΘΗΝΑΙ, 14.— Η ένωση συντακτών ημερησίων εφημερίδων Αθηνών θα τιμήσει αύριο την μνήμη του φιλέλληνα δημοσιογράφου. Η εκδήλωση θα γίνει στην αίθουσα της ενώσεως και θα ομιλήσουν ο πρόεδρος και μέλη του διοικητικού συμβουλίου για την προσφορά του εκλιπόντος στον αγώνα για την δημοκρατία. Ο Μάγιερ υπήρξε επί σειρά ετών ανταποκριτής ευρωπαϊκών εφημερίδων στην Ελλάδα και αγαπήθηκε για τα φιλελληνικά του αισθήματα. Στην τελετή έχουν προσκληθεί εκπρόσωποι των κομμάτων. ΒΡΕΘΗΚΕ ΣΤΑ ΓΡΑΦΕΙΑ ΤΗΣ ΕΠΣΑ ΤΟ ΦΥΛΛΟ ΤΟΥ ΑΓΩΝΟΣ ΠΟΥ Η «ΑΕΚ» ΧΡΗΣΙΜΟΠΟΙΗΣΕ ΧΩΡΙΣ ΔΕΛΤΙΟ ΤΟΝ ΜΑΥΡΟ ΣΥΝΕΧΕΙΑ ΑΠ' ΤΗΝ 4Η ΣΕΛΙΔΑ Το φύλλο του αγώνος βρέθηκε στα γραφεία της ΕΠΣΑ και θα εξετασθεί από την επιτροπή. Η απόφαση για την υπόθεση αναμένεται μέσα στην εβδομάδα. Στο μεταξύ οι εκπρόσωποι των ομάδων υπέβαλαν τα υπομνήματα τους στην αρμόδια επιτροπή. Η «ΠΑΝΑΧΑΪΚΗ» ΑΝΤΙΟΡΑ ΑΘΗΝΑΙ, 14.— Η ομάδα της Παναχαϊκής θα αγωνισθεί την Κυριακή στο γήπεδο της Πάτρας. Οι αγώνες της εβδομάδος θα διεξαχθούν κανονικά σύμφωνα με το πρόγραμμα που έχει ανακοινώσει η ομοσπονδία. Η ΑΕΚ και ο Ολυμπιακός αναμένεται να αγωνισθούν με τις καλύτερες συνθέσεις τους. ΑΓΓΛΙΚΟ ΠΡΩΤΑΘΛΗΜΑ ΛΟΝΔΙΝΟ, 14.— Τα αποτελέσματα των αγώνων του αγγλικού πρωταθλήματος. bbox=[6, 0, 365, 1454]
story-body: ΑΘΗΝΑΙ, 14.— Οι επαναπατριζόμενοι Έλληνες δικαιούνται να εξαγοράζουν τον χρόνο θητείας τους. bbox=[1389, 375, 1583, 424]
story-body: ΑΘΗΝΑΙ, 14.— Οι βουλευτές της αντιπολιτεύσεως καταγγέλλουν ότι η ίδρυση γεωργικών εταιριών θα αναβιώσει τον τσιφλικαδισμό. bbox=[591, 802, 770, 851]
story-headline: ΣΤΟ ΠΕΙΘΑΡΧΙΚΟ ΔΙΚΗΓΟΡΟΣ ΤΗΣ ΚΑΣΤΟΡΙΑΣ bbox=[389, 623, 567, 649]
story-body: ΜΠΟΥΕΝΟΣ ΑΥΡΕΣ, 14.— Δύο αριστεροί αντάρτες σκοτώθηκαν σε σύγκρουση με αστυνομικούς στα περίχωρα της πρωτεύουσας. bbox=[970, 461, 1153, 510]
story-headline: ΚΛΕΦΤΕΣ ΠΡΟΒΑΤΩΝ ΚΑΤΑΔΙΚΑΣΘΗΚΑΝ ΑΠΟ ΤΟ ΕΦΕΤΕΙΟ bbox=[382, 896, 574, 922]
story-body: ΣΙΑΤΙΣΤΑ, 14.— Ο δήμαρχος Σιατίστης ανέφερε ότι εγκρίθηκε το έργο της υδρεύσεως της πόλεως και των γύρω κοινοτήτων με δαπάνη του υπουργείου. bbox=[377, 454, 579, 515]
story-headline: ΑΓΓΛΙΚΟ ΠΡΩΤΑΘΛΗΜΑ bbox=[190, 1372, 312, 1385]
classified-ad: ΠΡΟΣΟΧΗ ΚΑΤΙ ΚΑΙΝΟΥΡΓΙΟ Διδάσκεται για πρώτη φορά στο ΦΡΟΝΤΙΣΤΗΡΙΑ ΚΟΣΜΙΔΗ Η ΡΩΣΣΙΚΗ ΓΛΩΣΣΑ Νέα τμήματα ΙΤΑΛΙΚΗΣ, Αγγλικά, Γαλλικά, Γερμανικά Π. ΜΕΛΑ 38 ΘΕΣΣΑΛΟΝΙΚΗ ΤΗΛ. 235.559 bbox=[377, 1126, 579, 1255]
story-body: ΑΘΗΝΑΙ, 14.— Από το κεντρικό λιμεναρχείο επεβλήθησαν πρόστιμα σε πλοία για ελλείψεις στον εξοπλισμό. bbox=[377, 994, 579, 1030]
story-headline: ΒΡΕΘΗΚΕ ΣΤΑ ΓΡΑΦΕΙΑ ΤΗΣ ΕΠΣΑ ΤΟ ΦΥΛΛΟ ΤΟΥ ΑΓΩΝΟΣ ΠΟΥ Η «ΑΕΚ» ΧΡΗΣΙΜΟΠΟΙΗΣΕ ΧΩΡΙΣ ΔΕΛΤΙΟ ΤΟΝ ΜΑΥΡΟ bbox=[6, 1215, 338, 1264]
story-headline: ΔΕΝ ΘΑ ΑΠΟΣΤΡΑΤΕΥΘΕΙ ΓΙΑ ΕΝΑ ΠΕΝΤΑΕΤΟ ΤΩΝ ΑΝΩΤΑΤΩΝ ΑΞΙΩΜΑΤΙΚΩΝ bbox=[1402, 240, 1569, 277]
story-body: ΑΘΗΝΑΙ, 14.— Η ομάδα της Παναχαϊκής θα αγωνισθεί την Κυριακή στο γήπεδο της Πάτρας. bbox=[6, 1413, 182, 1449]
story-subhead: ΣΥΝΕΧΕΙΑ ΑΠ' ΤΗΝ 4Η ΣΕΛΙΔΑ bbox=[6, 1265, 146, 1277]
story-subhead: ΕΝΘΑΡΡΥΝΤΙΚΑ ΣΤΟΙΧΕΙΑ ΑΠΟ ΠΕΙΡΑΜΑΤΑ ΠΟΥ ΕΓΙΝΑΝ bbox=[628, 462, 920, 475]
story-body: ΚΑΣΤΟΡΙΑ, 14.— Το δικηγορικό σώμα παρέπεμψε στο πειθαρχικό συμβούλιο δικηγόρο της πόλεως. bbox=[377, 649, 579, 685]
story-body: ΞΑΝΘΗ, 14.— Εις τα πλαίσια του προγράμματος των πολιτιστικών εκδηλώσεων της Ιεράς Μητροπόλεως πραγματοποιήθηκε συναυλία βυζαντινής μουσικής με τη συμμετοχή χορωδίας ιεροψαλτών. bbox=[377, 303, 579, 377]
banknotes-table: ΑΓΟΡΑ ΠΩΛΗΣ. Ηνωμ. Πολ. 35,539 36,667 Γαλλικά 68,143 68,163 Ελβετικά 66,141 68,163 Ολλανδικά 68,143 68,163 Λίρα Αγγλίας 14,169 14,601 Δ. Γερμανία 13,369 13,797 Βέλγιο 8,698 9,055 Σουηδία 4,893 5,053 Δανία 8,898 6,877 Νορβηγία 7,278 7,346 Ιταλία 6,281 6,513 Αυστρία 3,558 3,536 Καναδάς 60,656 61,345 bbox=[8, 218, 184, 362]
story-headline: Ο ΦΟΡΝΙ ΚΑΛΕΙΤΑΙ ΝΑ ΜΕΤΑΒΑΛΗ ΤΗΝ ΠΟΛΙΤΙΚΗ ΤΟΥ ΕΝΑΝΤΙ ΤΗΣ ΦΟΡΜΟΖΑΣ bbox=[973, 260, 1150, 298]
boxed-story bbox=[1382, 233, 1590, 336]
story-body: ΒΟΥΚΟΥΡΕΣΤΙ, 14.— Η κεντρική επιτροπή του κομμουνιστικού κόμματος Ρουμανίας ενέκρινε τα αποτελέσματα της επισκέψεως. bbox=[1165, 655, 1374, 704]
story-body: ΑΘΗΝΑΙ, 14.— Αργά την νύχτα επανεξέθηκε στην βουλή η συζήτηση του νομοσχεδίου περί παιδείας. bbox=[1165, 54, 1374, 91]
story-headline: ΕΠΤΑ ΑΣΤΥΝΟΜΙΚΟΙ ΚΑΙ ΔΥΟ ΣΤΡΑΤΙΩΤΙΚΟΙ ΣΤΟ ΕΔΩΛΙΟ ΓΙΑ ΒΑΣΑΝΙΣΤΗΡΙΑ bbox=[979, 10, 1144, 49]
story-body: ΑΘΗΝΑΙ, 14.— Ο πρεσβευτής της Βουλγαρίας εγκαινίασε τις ημέρες επιστήμης και τεχνολογίας. bbox=[970, 717, 1153, 753]
bank-table: Εμπορική 340,68 Ιονική 656,86 Εθνική 532,59 Πίστεως 311,91 bbox=[8, 154, 184, 194]
story-body: ΛΟΝΔΙΝΟ, 14.— Η εφημερίδα «Κήρυξ της Γλασκώβης» ασχολείται διεξοδικά με την ένταξη της Ελλάδος στην ΕΟΚ. bbox=[1165, 852, 1374, 889]
story-body: Ο μικροπωλητής Γεώργιος Αθανασόπουλος, 36 ετών, περιύβρισε δικαστικές αρχές και συνελήφθη. bbox=[1382, 764, 1590, 801]
classified-ad: Α. ΚΑΝΔΡΗΣ ΚΑΛΩΔΙΑ Α.Ε. ΖΗΤΕΙ ΓΡΑΜΜΑΤΕΑ Προσόντα: γλώσσα αγγλική. ΤΗΛ. 517.264 bbox=[377, 1039, 579, 1118]
story-headline: ΓΛΕΝΤΟΥΣΕ ΜΕ ΤΙΣ ΕΙΣΠΡΑΞΕΙΣ ΙΕΡΟΔΟΥΛΟΥ bbox=[397, 527, 559, 552]
story-body: ΣΑΝ ΦΡΑΝΣΙΣΚΟ, 14.— Η Πατρίσια Χερστ υπέστη επείγουσα εγχείρηση στον πνεύμονα, ανακοίνωσε ο ιατρός της. bbox=[970, 547, 1153, 595]
story-body: ΑΘΗΝΑΙ, 14.— Εθνικά μέτρα για την προστασία των καλλιεργειών από τους παγετούς ανακοίνωσε το υπουργείο Γεωργίας. bbox=[591, 477, 770, 526]
column-rule bbox=[371, 0, 372, 2302]
story-headline: ΕΠΙΒΟΛΗ ΠΡΟΣΤΙΜΟΥ ΓΙΑ ΕΛΛΕΙΨΕΙΣ ΠΛΟΙΩΝ bbox=[382, 968, 574, 994]
story-body: Σε τροχαία ατυχήματα που σημειώθηκαν στη Θεσσαλονίκη και την περιοχή τραυματίσθηκαν ένδεκα άτομα. bbox=[6, 914, 182, 962]
story-body: ΟΡΥΖΑ - ΣΑΚΧΑΡΙΣ - ΚΑΦΕΣ: Οι τιμές κυμάνθηκαν στα ίδια επίπεδα με την προηγούμενη συνεδρίαση. bbox=[190, 434, 365, 469]
story-body: Το φύλλο του αγώνος βρέθηκε στα γραφεία της ΕΠΣΑ και θα εξετασθεί από την επιτροπή. bbox=[6, 1280, 182, 1317]
story-body: ΑΘΗΝΑΙ, 14.— Κατά την σημερινή συνεδρίαση της Ακαδημίας Αθηνών ομίλησε ο ακαδημαϊκός κ. Νόβας. bbox=[970, 831, 1153, 880]
story-headline: ΑΡΧΙΖΕΙ ΣΤΗΝ ΠΑΝΤΕΙΟ ΤΟ ΠΑΝΕΛΛΑΔΙΚΟ ΣΥΝΕΔΡΙΟ ΤΟΥ ΒΟΗΘΗΤΙΚΟΥ ΔΙΔΑΚΤΙΚΟΥ ΠΡΟΣΩΠΙΚΟΥ ΤΩΝ ΑΝΩΤΑΤΩΝ ΕΚΠΑΙΔΕΥΤΙΚΩΝ ΙΔΡΥΜΑΤΩΝ ΤΗΣ ΧΩΡΑΣ bbox=[6, 687, 334, 754]
story-body: ΑΘΗΝΑΙ, 14.— Επισκέψεις αντιπροσωπειών της επιτροπής ειρήνης πραγματοποιήθηκαν κατά την διάρκεια της εβδομάδας. bbox=[970, 631, 1153, 680]
story-headline: Η «ΠΑΝΑΧΑΪΚΗ» ΑΝΤΙΟΡΑ bbox=[6, 1400, 141, 1413]
lead-subhead: Με θνησιμότητα, όμως, 1%.— Από 15 χώρες της Αφρικής εξαφανίσθηκε η ασθένεια για πρώτη φορά bbox=[593, 165, 956, 227]
story-headline: ΟΜΙΛΙΑ ΤΟΥ Κ. ΝΟΒΑ ΣΤΗΝ ΑΚΑΔΗΜΙΑ bbox=[992, 805, 1131, 831]
story-headline: ΔΗΛΗΤΗΡΙΑΣΜΕΝΟ ΨΩΜΙ Η ΑΙΤΙΑ ΘΑΝΑΤΩΝ ΣΤΟ ΣΑΛΕΜ ΓΙΑ ΤΟΥΣ ΟΠΟΙΟΥΣ ΑΠΑΓΧΟΝΙΣΘΗΚΑΝ ΟΙ «ΜΑΓΙΣΣΕΣ» ΛΕΓΕΙ ΨΥΧΟΛΟΓΟΣ ΑΜΕΡΙΚΑΝΙΚΟΥ ΠΑΝΕΠΙΣΤΗΜΙΟΥ bbox=[1165, 187, 1552, 229]
story-headline: ΑΝΕΜΙΣΤΗΡΕΣ ΚΑΙ ΕΛΙΚΟΠΤΕΡΑ ΧΡΗΣΙΜΟΠΟΙΟΥΝΤΑΙ ΓΙΑ ΤΗΝ ΠΡΟΣΤΑΣΙΑ ΤΩΝ ΚΑΛΛΙΕΡΓΕΙΩΝ ΑΠΟ ΠΑΓΕΤΟΥΣ bbox=[593, 428, 956, 459]
story-body: ΑΘΗΝΑΙ, 14.— Από δραγάνες του τμήματος ασφαλείας συνελήφθη ο Κωνσταντίνος Κ., 34 ετών, διότι από κοινού με γυναίκα ζούσε από τις εισπράξεις της. bbox=[377, 552, 579, 612]
story-headline: ΔΥΟ ΑΡΙΣΤΕΡΟΙ ΑΝΤΑΡΤΕΣ ΣΚΟΤΩΘΗΚΑΝ ΣΤΗΝ ΑΡΓΕΝΤΙΝΗ ΣΕ ΜΑΧΗ ΜΕ ΑΣΤΥΝΟΜΙΚΟΥΣ bbox=[977, 423, 1146, 462]
story-headline: Το χρηματιστήριον των εμπορευμάτων bbox=[6, 379, 322, 432]
story-headline: Ο «ΚΗΡΥΞ ΤΗΣ ΓΛΑΣΚΟΒΗΣ» ΑΣΧΟΛΕΙΤΑΙ ΔΙΕΞΟΔΙΚΑ ΜΕ ΤΗΝ ΣΗΜΑΣΙΑ ΤΗΣ ΕΝΤΑΞΕΩΣ ΤΗΣ ΕΛΛΑΔΟΣ ΣΤΗΝ ΕΟΚ bbox=[1165, 819, 1582, 849]
boxed-story bbox=[1382, 345, 1590, 436]
